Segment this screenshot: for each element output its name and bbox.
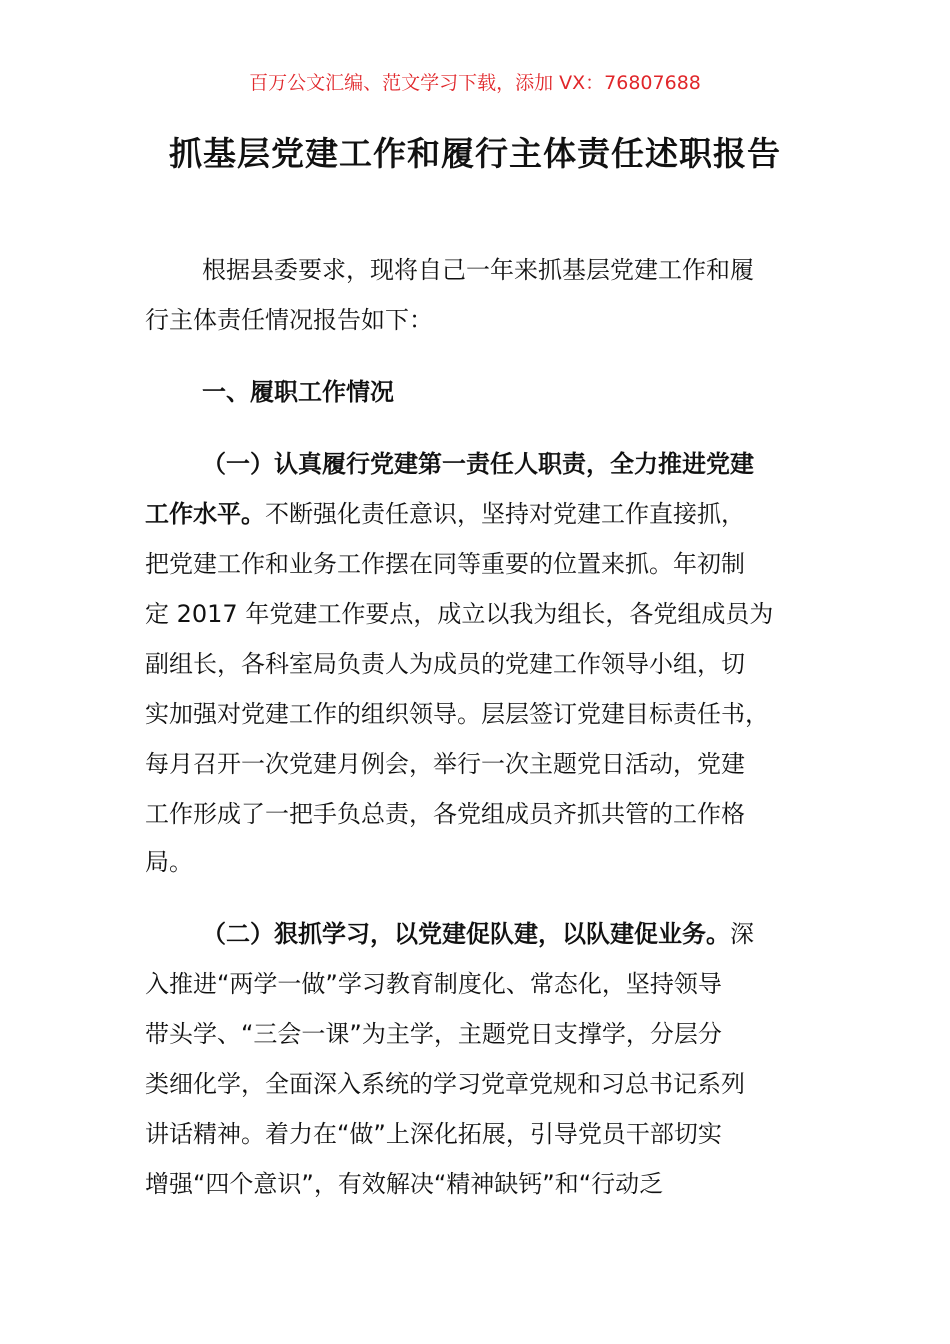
paragraph-line: 增强“四个意识”，有效解决“精神缺钙”和“行动乏 (145, 1170, 664, 1198)
paragraph-line (202, 919, 754, 949)
paragraph-line: 副组长，各科室局负责人为成员的党建工作领导小组，切 (145, 650, 745, 678)
paragraph-heading-end: 工作水平。 (145, 500, 265, 528)
paragraph-line: 局。 (145, 848, 193, 876)
document-title: 抓基层党建工作和履行主体责任述职报告 (169, 134, 781, 173)
paragraph-line: 实加强对党建工作的组织领导。层层签订党建目标责任书， (145, 700, 769, 728)
header-watermark-note: 百万公文汇编、范文学习下载，添加 VX：76807688 (249, 72, 701, 94)
paragraph-line (145, 499, 745, 529)
paragraph-heading: （二）狠抓学习，以党建促队建，以队建促业务。 (202, 920, 730, 948)
paragraph-line: 入推进“两学一做”学习教育制度化、常态化，坚持领导 (145, 970, 722, 998)
paragraph-text: 不断强化责任意识，坚持对党建工作直接抓， (265, 500, 745, 528)
section-heading: 一、履职工作情况 (202, 378, 394, 406)
paragraph-line: 把党建工作和业务工作摆在同等重要的位置来抓。年初制 (145, 550, 745, 578)
paragraph-text: 深 (730, 920, 754, 948)
paragraph-line: 讲话精神。着力在“做”上深化拓展，引导党员干部切实 (145, 1120, 722, 1148)
paragraph-line: 带头学、“三会一课”为主学，主题党日支撑学，分层分 (145, 1020, 722, 1048)
paragraph-line: 每月召开一次党建月例会，举行一次主题党日活动，党建 (145, 750, 745, 778)
paragraph-line: 类细化学，全面深入系统的学习党章党规和习总书记系列 (145, 1070, 745, 1098)
intro-line: 行主体责任情况报告如下： (145, 306, 433, 334)
paragraph-line: 工作形成了一把手负总责，各党组成员齐抓共管的工作格 (145, 800, 745, 828)
intro-line: 根据县委要求，现将自己一年来抓基层党建工作和履 (202, 256, 754, 284)
paragraph-line: 定 2017 年党建工作要点，成立以我为组长，各党组成员为 (145, 600, 774, 628)
paragraph-heading: （一）认真履行党建第一责任人职责，全力推进党建 (202, 450, 754, 478)
